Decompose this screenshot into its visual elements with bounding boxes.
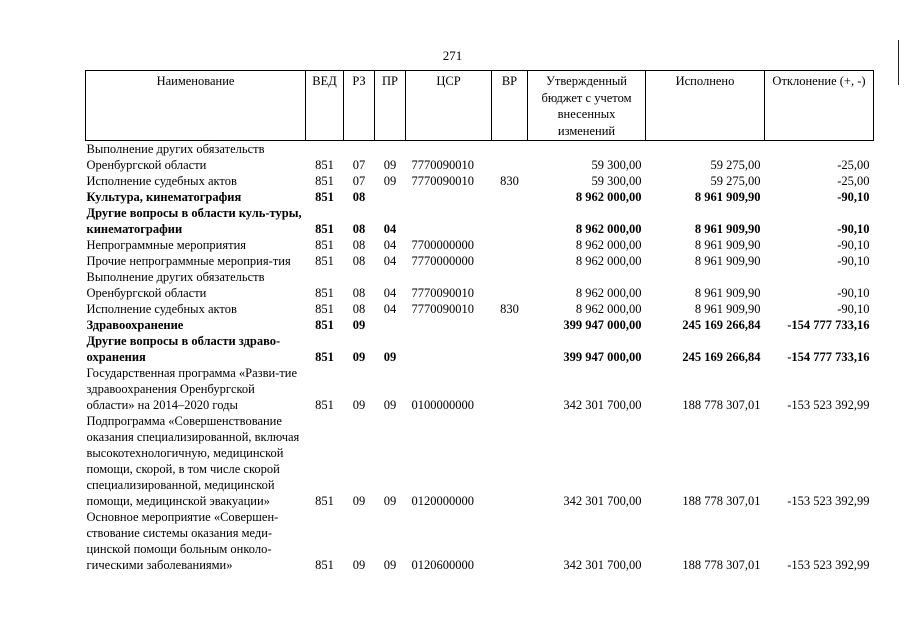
row-executed: 59 275,00 [710,158,761,172]
table-row [86,509,874,573]
row-rz: 08 [352,238,366,252]
row-deviation: -90,10 [837,286,870,300]
row-name: Прочие непрограммные мероприя-тия [86,254,291,268]
row-name: Другие вопросы в области куль-туры, кинематографии [86,206,302,236]
row-executed: 8 961 909,90 [694,302,761,316]
row-vr [492,141,528,174]
row-executed: 8 961 909,90 [694,222,761,236]
page-edge-rule [898,40,899,85]
row-rz: 09 [352,494,366,508]
row-pr: 09 [383,174,397,188]
row-rz: 08 [352,222,366,236]
row-pr: 09 [383,398,397,412]
row-pr: 09 [383,494,397,508]
row-vr [492,413,528,509]
row-pr [375,189,406,205]
row-vr [492,317,528,333]
row-pr: 04 [383,238,397,252]
row-csr: 7770090010 [411,286,474,300]
row-ved: 851 [315,190,334,204]
row-executed: 8 961 909,90 [694,254,761,268]
row-rz: 09 [352,398,366,412]
row-deviation: -153 523 392,99 [787,398,870,412]
row-csr [406,317,492,333]
header-executed: Исполнено [646,71,765,141]
row-deviation: -25,00 [837,158,870,172]
row-vr [492,333,528,365]
header-approved-budget: Утвержденный бюджет с учетом внесенных изменений [528,71,646,141]
row-approved: 8 962 000,00 [575,254,642,268]
header-deviation: Отклонение (+, -) [765,71,874,141]
row-approved: 399 947 000,00 [563,350,642,364]
row-rz: 08 [352,254,366,268]
row-approved: 59 300,00 [591,174,642,188]
row-ved: 851 [315,158,334,172]
row-pr: 04 [383,254,397,268]
row-ved: 851 [315,318,334,332]
row-vr [492,269,528,301]
table-row [86,333,874,365]
row-rz: 08 [352,190,366,204]
table-row [86,269,874,301]
row-executed: 8 961 909,90 [694,286,761,300]
row-pr [375,317,406,333]
row-pr: 09 [383,158,397,172]
row-approved: 59 300,00 [591,158,642,172]
header-rz: РЗ [344,71,375,141]
row-rz: 08 [352,302,366,316]
row-executed: 188 778 307,01 [682,558,761,572]
row-ved: 851 [315,398,334,412]
row-name: Другие вопросы в области здраво-охранения [86,334,281,364]
row-approved: 8 962 000,00 [575,302,642,316]
row-rz: 07 [352,158,366,172]
table-header-row [86,71,874,141]
table-row [86,189,874,205]
row-name: Основное мероприятие «Совершен-ствование системы оказания меди-цинской помощи больным онколо-гическими заболеваниями» [86,510,279,572]
row-ved: 851 [315,350,334,364]
row-deviation: -90,10 [837,254,870,268]
row-ved: 851 [315,558,334,572]
row-name: Непрограммные мероприятия [86,238,247,252]
row-name: Здравоохранение [86,318,184,332]
table-row [86,301,874,317]
row-pr: 09 [383,350,397,364]
row-name: Культура, кинематография [86,190,242,204]
row-vr: 830 [500,174,519,188]
row-rz: 09 [352,350,366,364]
row-deviation: -90,10 [837,190,870,204]
header-ved: ВЕД [306,71,344,141]
row-vr: 830 [500,302,519,316]
table-row [86,173,874,189]
row-rz: 07 [352,174,366,188]
row-csr [406,189,492,205]
row-name: Выполнение других обязательств Оренбургской области [86,270,265,300]
row-executed: 188 778 307,01 [682,494,761,508]
row-approved: 8 962 000,00 [575,190,642,204]
table-row [86,365,874,413]
table-row [86,141,874,174]
row-ved: 851 [315,302,334,316]
row-pr: 04 [383,302,397,316]
row-approved: 342 301 700,00 [563,494,642,508]
table-row [86,317,874,333]
row-executed: 59 275,00 [710,174,761,188]
row-vr [492,253,528,269]
header-csr: ЦСР [406,71,492,141]
row-name: Государственная программа «Разви-тие здравоохранения Оренбургской области» на 2014–2020 годы [86,366,298,412]
row-vr [492,365,528,413]
row-deviation: -154 777 733,16 [787,318,870,332]
row-pr: 04 [383,286,397,300]
page-number: 271 [442,48,463,63]
row-deviation: -90,10 [837,238,870,252]
row-approved: 8 962 000,00 [575,238,642,252]
row-executed: 8 961 909,90 [694,238,761,252]
row-deviation: -25,00 [837,174,870,188]
row-rz: 09 [352,318,366,332]
row-csr: 0120000000 [411,494,474,508]
budget-execution-table [85,70,874,573]
row-csr: 7700000000 [411,238,474,252]
row-approved: 342 301 700,00 [563,398,642,412]
row-approved: 8 962 000,00 [575,286,642,300]
row-pr: 09 [383,558,397,572]
row-ved: 851 [315,174,334,188]
row-deviation: -90,10 [837,302,870,316]
row-vr [492,237,528,253]
row-executed: 188 778 307,01 [682,398,761,412]
row-name: Подпрограмма «Совершенствование оказания специализированной, включая высокотехнологичную, медицинской помощи, скорой, в том числе скорой специализированной, медицинской помощи, медицинской эвакуации» [86,414,300,508]
row-vr [492,189,528,205]
table-row [86,205,874,237]
row-executed: 245 169 266,84 [682,318,761,332]
row-ved: 851 [315,286,334,300]
row-csr: 0100000000 [411,398,474,412]
row-csr [406,333,492,365]
row-ved: 851 [315,238,334,252]
row-executed: 8 961 909,90 [694,190,761,204]
row-approved: 342 301 700,00 [563,558,642,572]
row-csr: 0120600000 [411,558,474,572]
row-csr: 7770090010 [411,174,474,188]
row-name: Выполнение других обязательств Оренбургской области [86,142,265,172]
table-row [86,237,874,253]
row-executed: 245 169 266,84 [682,350,761,364]
table-row [86,413,874,509]
row-vr [492,205,528,237]
row-deviation: -153 523 392,99 [787,494,870,508]
row-csr [406,205,492,237]
header-name: Наименование [86,71,306,141]
row-ved: 851 [315,494,334,508]
row-csr: 7770090010 [411,158,474,172]
row-deviation: -154 777 733,16 [787,350,870,364]
row-deviation: -153 523 392,99 [787,558,870,572]
table-row [86,253,874,269]
table-body [86,141,874,574]
row-rz: 08 [352,286,366,300]
row-deviation: -90,10 [837,222,870,236]
row-pr: 04 [383,222,397,236]
row-rz: 09 [352,558,366,572]
row-csr: 7770000000 [411,254,474,268]
row-ved: 851 [315,222,334,236]
header-pr: ПР [375,71,406,141]
row-name: Исполнение судебных актов [86,174,237,188]
row-name: Исполнение судебных актов [86,302,237,316]
row-approved: 399 947 000,00 [563,318,642,332]
row-vr [492,509,528,573]
row-approved: 8 962 000,00 [575,222,642,236]
header-vr: ВР [492,71,528,141]
row-csr: 7770090010 [411,302,474,316]
row-ved: 851 [315,254,334,268]
